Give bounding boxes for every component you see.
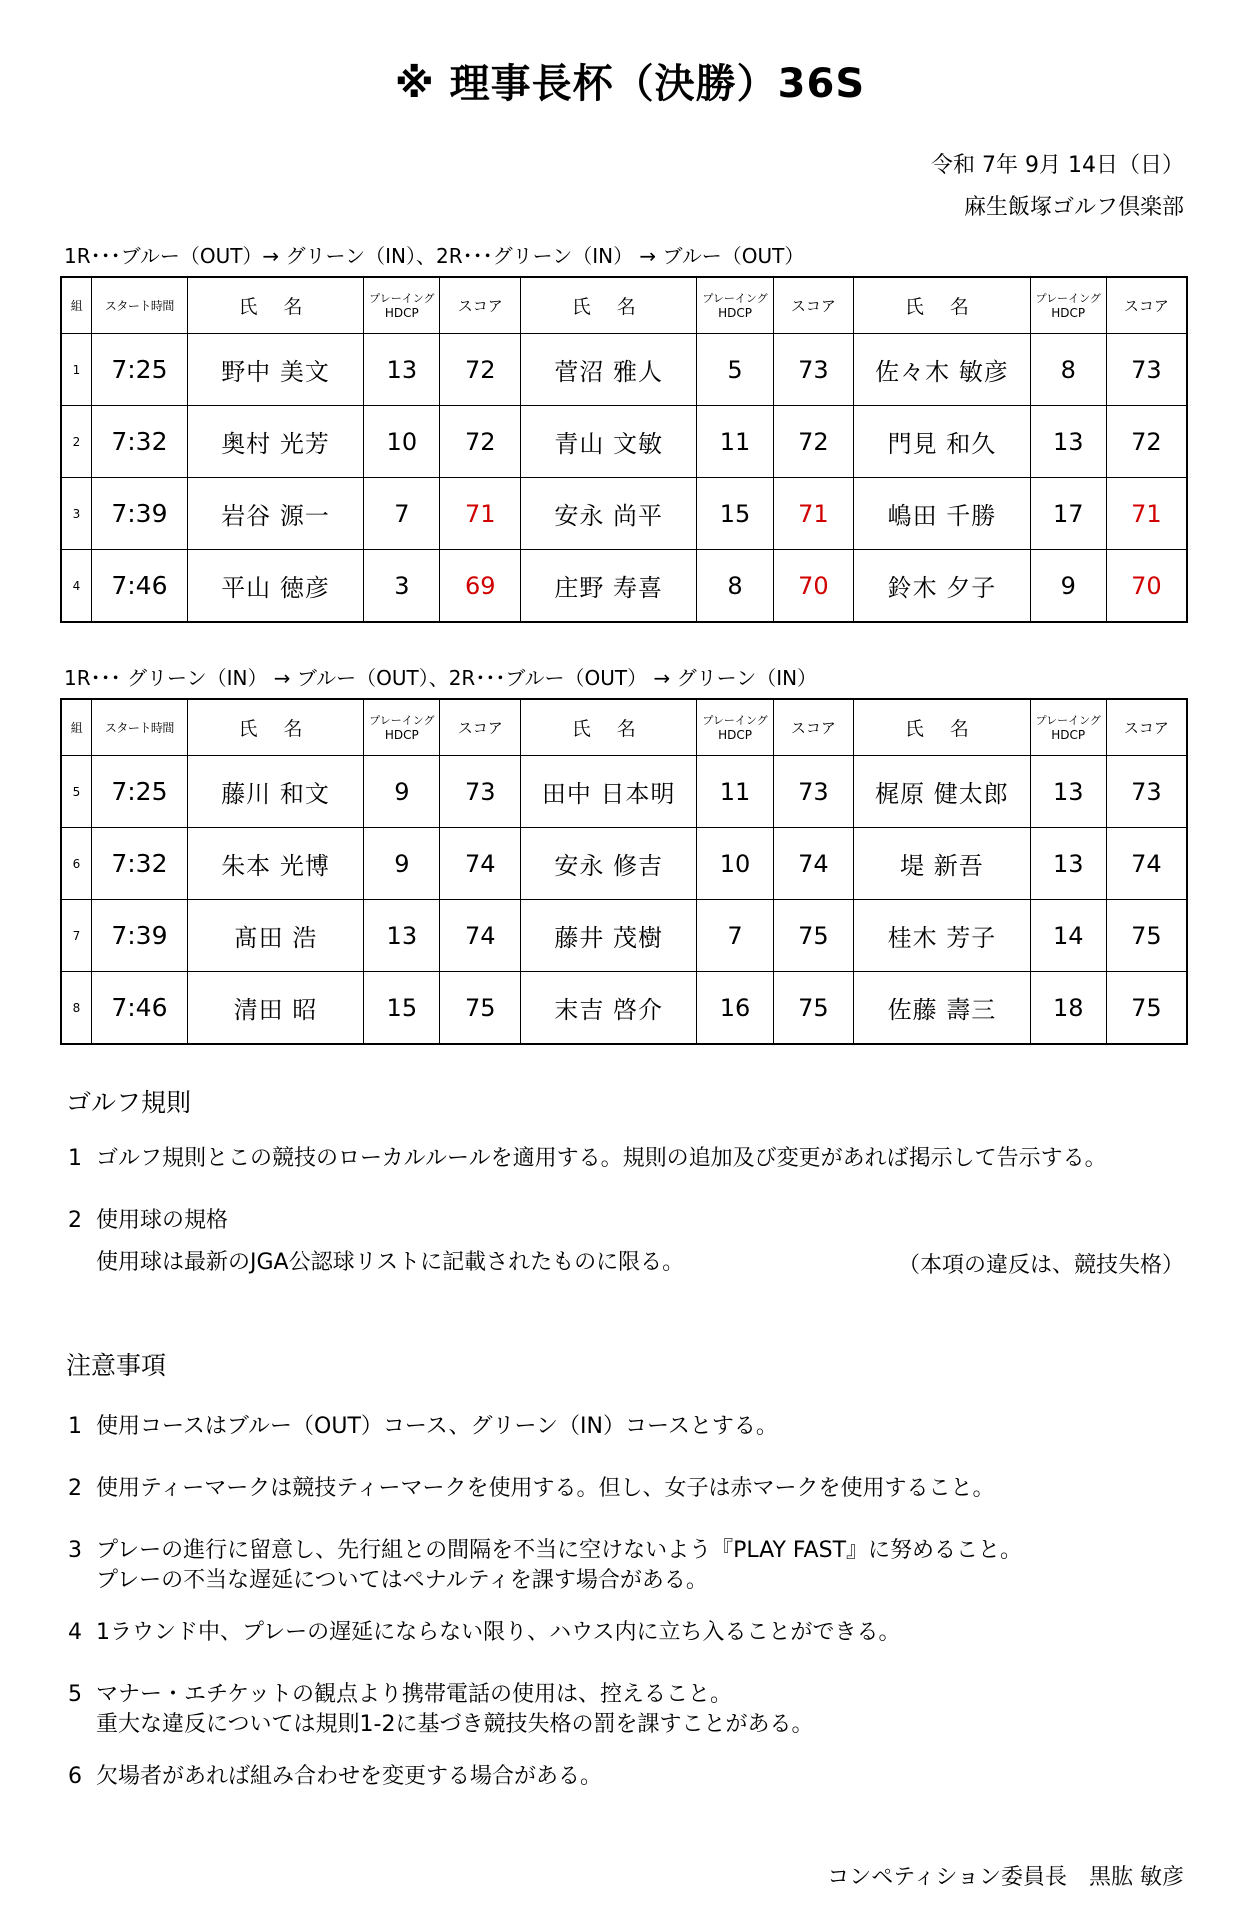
table-row [61, 406, 1187, 478]
player-hdcp: 3 [364, 550, 440, 623]
section1-course-label: 1R･･･ブルー（OUT）→ グリーン（IN）、2R･･･グリーン（IN） → ブルー（OUT） [64, 244, 805, 268]
player-name: 奥村 光芳 [187, 406, 363, 478]
golf-rule-item-2-note: （本項の違反は、競技失格） [897, 1253, 1184, 1278]
note-number: 5 [68, 1682, 82, 1707]
player-name: 安永 尚平 [521, 478, 697, 550]
group-number: 1 [61, 334, 91, 406]
player-name: 鈴木 夕子 [854, 550, 1030, 623]
player-score: 72 [1106, 406, 1187, 478]
player-score: 69 [440, 550, 521, 623]
player-score: 75 [773, 972, 854, 1045]
player-score: 70 [1106, 550, 1187, 623]
player-name: 髙田 浩 [187, 900, 363, 972]
player-name: 安永 修吉 [521, 828, 697, 900]
score-header: スコア [773, 277, 854, 334]
player-hdcp: 8 [697, 550, 773, 623]
player-hdcp: 5 [697, 334, 773, 406]
player-name: 青山 文敏 [521, 406, 697, 478]
player-score: 75 [1106, 972, 1187, 1045]
name-header: 氏 名 [187, 277, 363, 334]
note-text-continued: 重大な違反については規則1-2に基づき競技失格の罰を課すことがある。 [96, 1712, 814, 1737]
hdcp-header-top: プレーイング [369, 291, 435, 305]
group-number: 3 [61, 478, 91, 550]
player-score: 73 [1106, 334, 1187, 406]
section2-course-label: 1R･･･ グリーン（IN） → ブルー（OUT）、2R･･･ブルー（OUT） → グリーン（IN） [64, 666, 818, 690]
table-row [61, 334, 1187, 406]
player-name: 藤井 茂樹 [521, 900, 697, 972]
note-text-continued: プレーの不当な遅延についてはペナルティを課す場合がある。 [96, 1568, 708, 1593]
note-item [68, 1536, 1022, 1596]
name-header: 氏 名 [854, 699, 1030, 756]
golf-rule-item-2 [68, 1206, 228, 1236]
player-hdcp: 13 [364, 900, 440, 972]
hdcp-header-top: プレーイング [702, 291, 768, 305]
hdcp-header [1030, 699, 1106, 756]
player-hdcp: 13 [1030, 828, 1106, 900]
note-number: 3 [68, 1538, 82, 1563]
hdcp-header [1030, 277, 1106, 334]
player-hdcp: 10 [697, 828, 773, 900]
player-hdcp: 14 [1030, 900, 1106, 972]
note-item [68, 1412, 778, 1442]
player-name: 梶原 健太郎 [854, 756, 1030, 828]
player-name: 桂木 芳子 [854, 900, 1030, 972]
player-hdcp: 10 [364, 406, 440, 478]
start-time: 7:25 [91, 334, 187, 406]
hdcp-header-top: プレーイング [702, 713, 768, 727]
player-score: 75 [773, 900, 854, 972]
rule-title: 使用球の規格 [96, 1208, 229, 1233]
player-name: 野中 美文 [187, 334, 363, 406]
player-name: 菅沼 雅人 [521, 334, 697, 406]
player-score: 72 [773, 406, 854, 478]
note-item [68, 1618, 900, 1648]
rule-number: 1 [68, 1146, 82, 1171]
player-score: 75 [440, 972, 521, 1045]
player-name: 清田 昭 [187, 972, 363, 1045]
hdcp-header [697, 699, 773, 756]
player-hdcp: 9 [364, 828, 440, 900]
hdcp-header [364, 277, 440, 334]
venue-name: 麻生飯塚ゴルフ倶楽部 [963, 195, 1184, 220]
group-number: 8 [61, 972, 91, 1045]
pairing-table-2 [60, 698, 1188, 1045]
note-number: 2 [68, 1476, 82, 1501]
player-name: 庄野 寿喜 [521, 550, 697, 623]
name-header: 氏 名 [854, 277, 1030, 334]
player-score: 75 [1106, 900, 1187, 972]
table-row [61, 900, 1187, 972]
start-time: 7:25 [91, 756, 187, 828]
group-number: 6 [61, 828, 91, 900]
player-hdcp: 18 [1030, 972, 1106, 1045]
hdcp-header-bottom: HDCP [384, 305, 419, 320]
player-score: 71 [440, 478, 521, 550]
player-hdcp: 15 [364, 972, 440, 1045]
player-hdcp: 13 [1030, 756, 1106, 828]
event-date: 令和 7年 9月 14日（日） [931, 153, 1184, 178]
player-hdcp: 9 [364, 756, 440, 828]
note-text: 使用コースはブルー（OUT）コース、グリーン（IN）コースとする。 [96, 1414, 778, 1439]
note-item [68, 1762, 602, 1792]
player-name: 佐々木 敏彦 [854, 334, 1030, 406]
player-hdcp: 17 [1030, 478, 1106, 550]
start-time-header: スタート時間 [91, 699, 187, 756]
player-score: 73 [773, 756, 854, 828]
start-time: 7:39 [91, 900, 187, 972]
hdcp-header-bottom: HDCP [384, 727, 419, 742]
player-hdcp: 9 [1030, 550, 1106, 623]
score-header: スコア [440, 277, 521, 334]
hdcp-header-bottom: HDCP [718, 727, 752, 742]
hdcp-header-top: プレーイング [1035, 291, 1101, 305]
golf-rules-heading: ゴルフ規則 [66, 1088, 192, 1117]
group-number: 4 [61, 550, 91, 623]
header-row [61, 277, 1187, 334]
player-hdcp: 11 [697, 756, 773, 828]
group-number: 7 [61, 900, 91, 972]
player-hdcp: 7 [697, 900, 773, 972]
player-name: 田中 日本明 [521, 756, 697, 828]
player-score: 71 [1106, 478, 1187, 550]
hdcp-header-bottom: HDCP [1051, 727, 1086, 742]
hdcp-header-top: プレーイング [369, 713, 435, 727]
player-name: 堤 新吾 [854, 828, 1030, 900]
player-score: 71 [773, 478, 854, 550]
start-time: 7:46 [91, 550, 187, 623]
start-time: 7:46 [91, 972, 187, 1045]
header-row [61, 699, 1187, 756]
player-score: 74 [440, 900, 521, 972]
player-name: 藤川 和文 [187, 756, 363, 828]
start-time: 7:32 [91, 828, 187, 900]
table-row [61, 972, 1187, 1045]
note-item [68, 1474, 994, 1504]
committee-signature: コンペティション委員長 黒肱 敏彦 [827, 1865, 1184, 1890]
notes-heading: 注意事項 [66, 1351, 167, 1380]
player-score: 70 [773, 550, 854, 623]
golf-rule-item-1 [68, 1144, 1107, 1174]
player-hdcp: 16 [697, 972, 773, 1045]
pairing-table-1 [60, 276, 1188, 623]
start-time-header: スタート時間 [91, 277, 187, 334]
hdcp-header-bottom: HDCP [1051, 305, 1086, 320]
player-score: 72 [440, 334, 521, 406]
table-row [61, 756, 1187, 828]
table-row [61, 478, 1187, 550]
hdcp-header [364, 699, 440, 756]
hdcp-header-top: プレーイング [1035, 713, 1101, 727]
player-score: 74 [440, 828, 521, 900]
note-text: 使用ティーマークは競技ティーマークを使用する。但し、女子は赤マークを使用すること。 [96, 1476, 995, 1501]
player-score: 72 [440, 406, 521, 478]
player-name: 朱本 光博 [187, 828, 363, 900]
player-score: 73 [440, 756, 521, 828]
group-number: 5 [61, 756, 91, 828]
note-text: 欠場者があれば組み合わせを変更する場合がある。 [96, 1764, 603, 1789]
score-header: スコア [440, 699, 521, 756]
name-header: 氏 名 [521, 699, 697, 756]
player-name: 平山 徳彦 [187, 550, 363, 623]
table-row [61, 828, 1187, 900]
player-name: 嶋田 千勝 [854, 478, 1030, 550]
document-title: ※ 理事長杯（決勝）36S [394, 61, 866, 107]
note-number: 6 [68, 1764, 82, 1789]
name-header: 氏 名 [521, 277, 697, 334]
note-number: 4 [68, 1620, 82, 1645]
player-name: 岩谷 源一 [187, 478, 363, 550]
player-score: 74 [773, 828, 854, 900]
start-time: 7:32 [91, 406, 187, 478]
rule-number: 2 [68, 1208, 82, 1233]
hdcp-header-bottom: HDCP [718, 305, 752, 320]
name-header: 氏 名 [187, 699, 363, 756]
group-number: 2 [61, 406, 91, 478]
player-hdcp: 8 [1030, 334, 1106, 406]
player-hdcp: 7 [364, 478, 440, 550]
rule-text: ゴルフ規則とこの競技のローカルルールを適用する。規則の追加及び変更があれば掲示して告示する。 [96, 1146, 1107, 1171]
player-name: 末吉 啓介 [521, 972, 697, 1045]
player-score: 74 [1106, 828, 1187, 900]
note-text: プレーの進行に留意し、先行組との間隔を不当に空けないよう『PLAY FAST』に努めること。 [96, 1538, 1023, 1563]
player-name: 佐藤 壽三 [854, 972, 1030, 1045]
player-hdcp: 15 [697, 478, 773, 550]
hdcp-header [697, 277, 773, 334]
start-time: 7:39 [91, 478, 187, 550]
note-item [68, 1680, 814, 1740]
player-hdcp: 13 [364, 334, 440, 406]
player-score: 73 [1106, 756, 1187, 828]
player-hdcp: 11 [697, 406, 773, 478]
group-header: 組 [61, 699, 91, 756]
score-header: スコア [1106, 277, 1187, 334]
golf-rule-item-2-detail: 使用球は最新のJGA公認球リストに記載されたものに限る。 [96, 1250, 685, 1275]
player-score: 73 [773, 334, 854, 406]
note-text: マナー・エチケットの観点より携帯電話の使用は、控えること。 [96, 1682, 733, 1707]
player-hdcp: 13 [1030, 406, 1106, 478]
player-name: 門見 和久 [854, 406, 1030, 478]
table-row [61, 550, 1187, 623]
note-number: 1 [68, 1414, 82, 1439]
score-header: スコア [1106, 699, 1187, 756]
group-header: 組 [61, 277, 91, 334]
score-header: スコア [773, 699, 854, 756]
note-text: 1ラウンド中、プレーの遅延にならない限り、ハウス内に立ち入ることができる。 [96, 1620, 901, 1645]
